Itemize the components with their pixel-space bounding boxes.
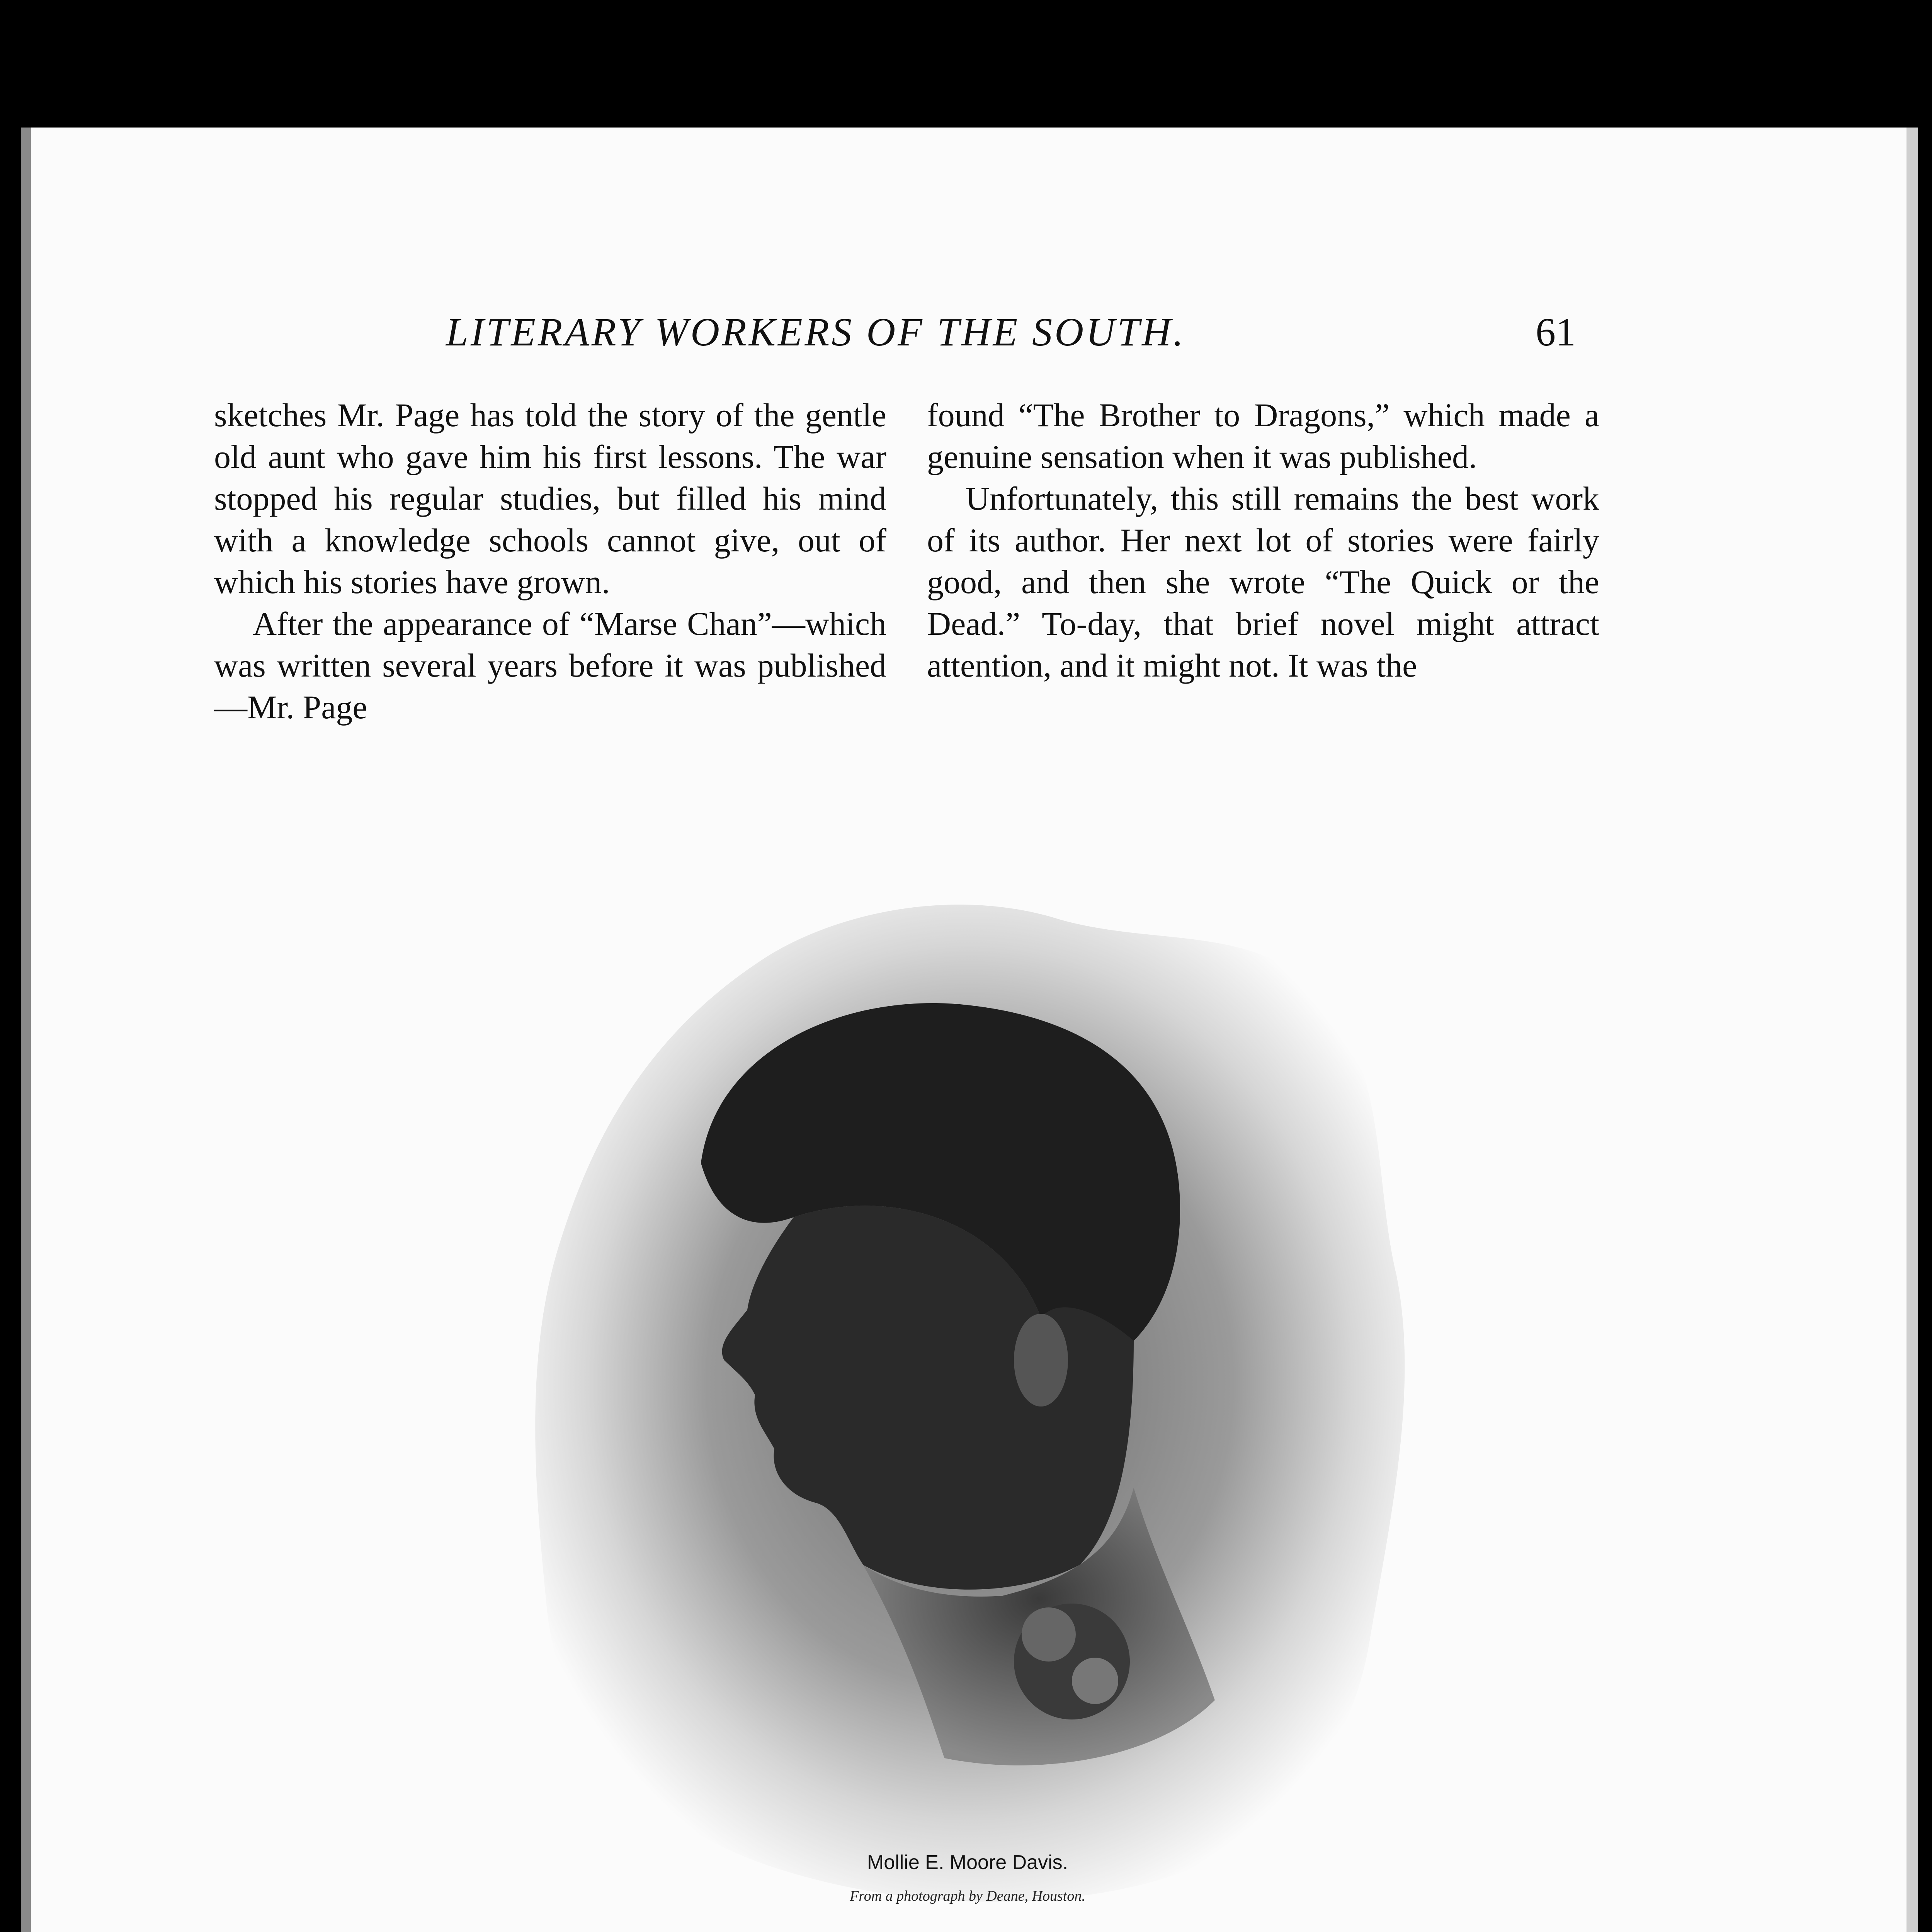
paragraph: sketches Mr. Page has told the story of the gentle old aunt who gave him his first lessons. The war stopped his regular studies, but filled his mind with a knowledge schools cannot give, out of which his stories have grown.	[214, 396, 886, 600]
page-edge	[1906, 128, 1918, 1932]
photo-credit: From a photograph by Deane, Houston.	[850, 1888, 1085, 1904]
book-page	[21, 128, 1918, 1932]
paragraph: found “The Brother to Dragons,” which made a genuine sensation when it was published.	[927, 396, 1599, 475]
paragraph: Unfortunately, this still remains the best work of its author. Her next lot of stories were fairly good, and then she wrote “The Quick or the Dead.” To-day, that brief novel might attract attention, and it might not. It was the	[927, 480, 1599, 684]
running-head: LITERARY WORKERS OF THE SOUTH.	[446, 310, 1186, 354]
figure-caption: Mollie E. Moore Davis.	[867, 1851, 1068, 1874]
paragraph: After the appearance of “Marse Chan”—which was written several years before it was published—Mr. Page	[214, 605, 886, 726]
page-gutter	[21, 128, 31, 1932]
portrait-photograph	[500, 831, 1427, 1932]
page-number: 61	[1536, 310, 1576, 354]
